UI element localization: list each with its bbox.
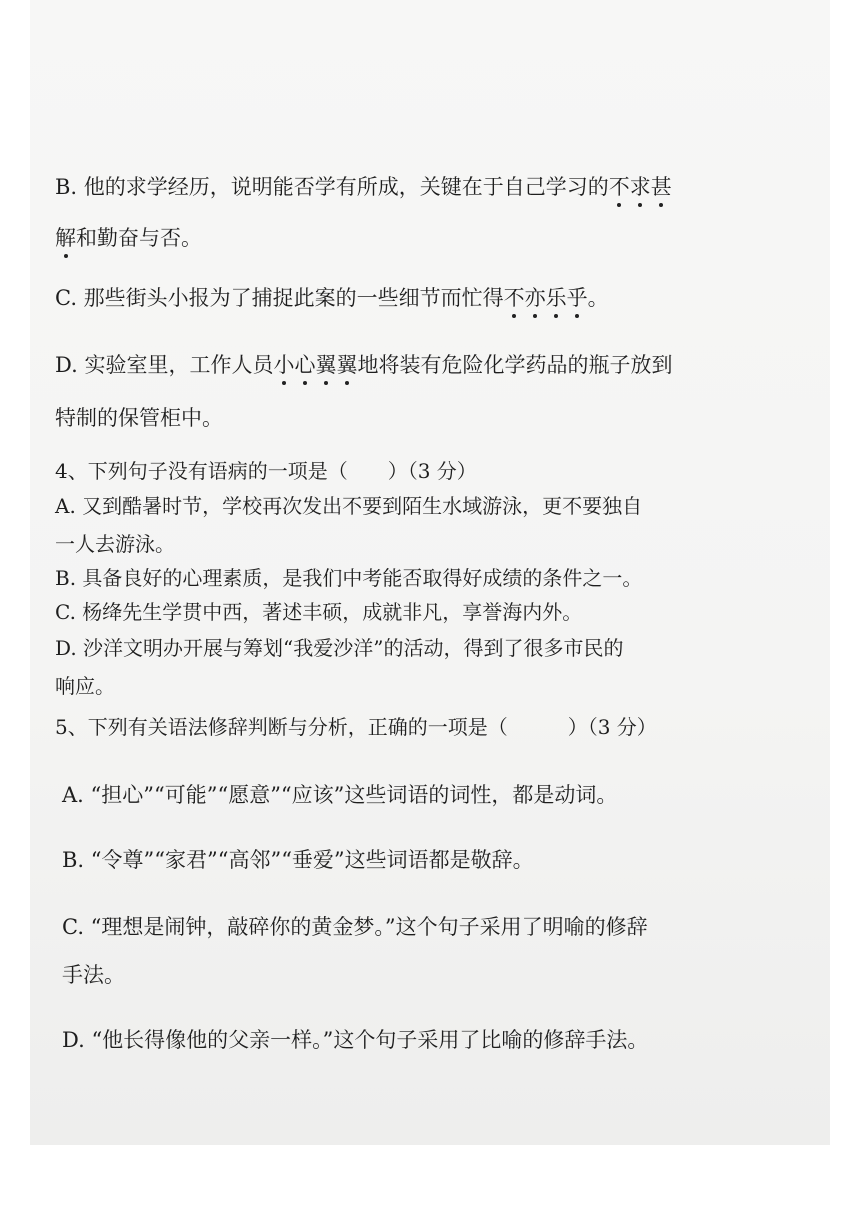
emphasized-char: 甚 bbox=[650, 175, 672, 199]
q5-option-a: A. “担心”“可能”“愿意”“应该”这些词语的词性，都是动词。 bbox=[62, 783, 618, 807]
emphasized-char: 不 bbox=[503, 286, 525, 310]
q3-option-b-text: B. 他的求学经历，说明能否学有所成，关键在于自己学习的 bbox=[55, 175, 609, 199]
emphasized-char: 不 bbox=[608, 175, 630, 199]
emphasized-char: 心 bbox=[294, 353, 316, 377]
q5-option-b: B. “令尊”“家君”“高邻”“垂爱”这些词语都是敬辞。 bbox=[62, 848, 534, 872]
emphasized-char: 翼 bbox=[315, 353, 337, 377]
q3-option-d-text-end: 地将装有危险化学药品的瓶子放到 bbox=[357, 353, 673, 377]
emphasized-char: 乎 bbox=[566, 286, 588, 310]
q3-option-c-text: C. 那些街头小报为了捕捉此案的一些细节而忙得 bbox=[55, 286, 504, 310]
page-margin bbox=[30, 1145, 830, 1217]
q4-option-d-line2: 响应。 bbox=[55, 674, 115, 698]
q3-option-b-text-end: 和勤奋与否。 bbox=[76, 226, 202, 250]
q3-option-d-line1 bbox=[55, 355, 672, 376]
q4-option-a-line2: 一人去游泳。 bbox=[55, 532, 175, 556]
q4-option-a-line1: A. 又到酷暑时节，学校再次发出不要到陌生水域游泳，更不要独自 bbox=[55, 494, 643, 518]
q4-option-c: C. 杨绛先生学贯中西，著述丰硕，成就非凡，享誉海内外。 bbox=[55, 600, 583, 624]
q3-option-b-line1 bbox=[55, 177, 672, 198]
q4-stem: 4、下列句子没有语病的一项是（ ）（3 分） bbox=[55, 459, 477, 483]
q4-option-d-line1: D. 沙洋文明办开展与筹划“我爱沙洋”的活动，得到了很多市民的 bbox=[55, 636, 624, 660]
emphasized-char: 解 bbox=[55, 226, 76, 250]
q3-option-c-text-end: 。 bbox=[587, 286, 609, 310]
q3-option-d-line2: 特制的保管柜中。 bbox=[55, 406, 223, 430]
emphasized-char: 小 bbox=[273, 353, 295, 377]
q5-option-c-line1: C. “理想是闹钟，敲碎你的黄金梦。”这个句子采用了明喻的修辞 bbox=[62, 915, 648, 939]
q5-stem: 5、下列有关语法修辞判断与分析，正确的一项是（ ）（3 分） bbox=[55, 715, 657, 739]
emphasized-char: 亦 bbox=[524, 286, 546, 310]
emphasized-char: 乐 bbox=[545, 286, 567, 310]
q3-option-b-line2 bbox=[55, 228, 202, 249]
q3-option-c bbox=[55, 288, 609, 309]
emphasized-char: 翼 bbox=[336, 353, 358, 377]
emphasized-char: 求 bbox=[629, 175, 651, 199]
q4-option-b: B. 具备良好的心理素质，是我们中考能否取得好成绩的条件之一。 bbox=[55, 566, 643, 590]
q5-option-d: D. “他长得像他的父亲一样。”这个句子采用了比喻的修辞手法。 bbox=[62, 1028, 649, 1052]
q5-option-c-line2: 手法。 bbox=[62, 963, 125, 987]
q3-option-d-text: D. 实验室里，工作人员 bbox=[55, 353, 274, 377]
